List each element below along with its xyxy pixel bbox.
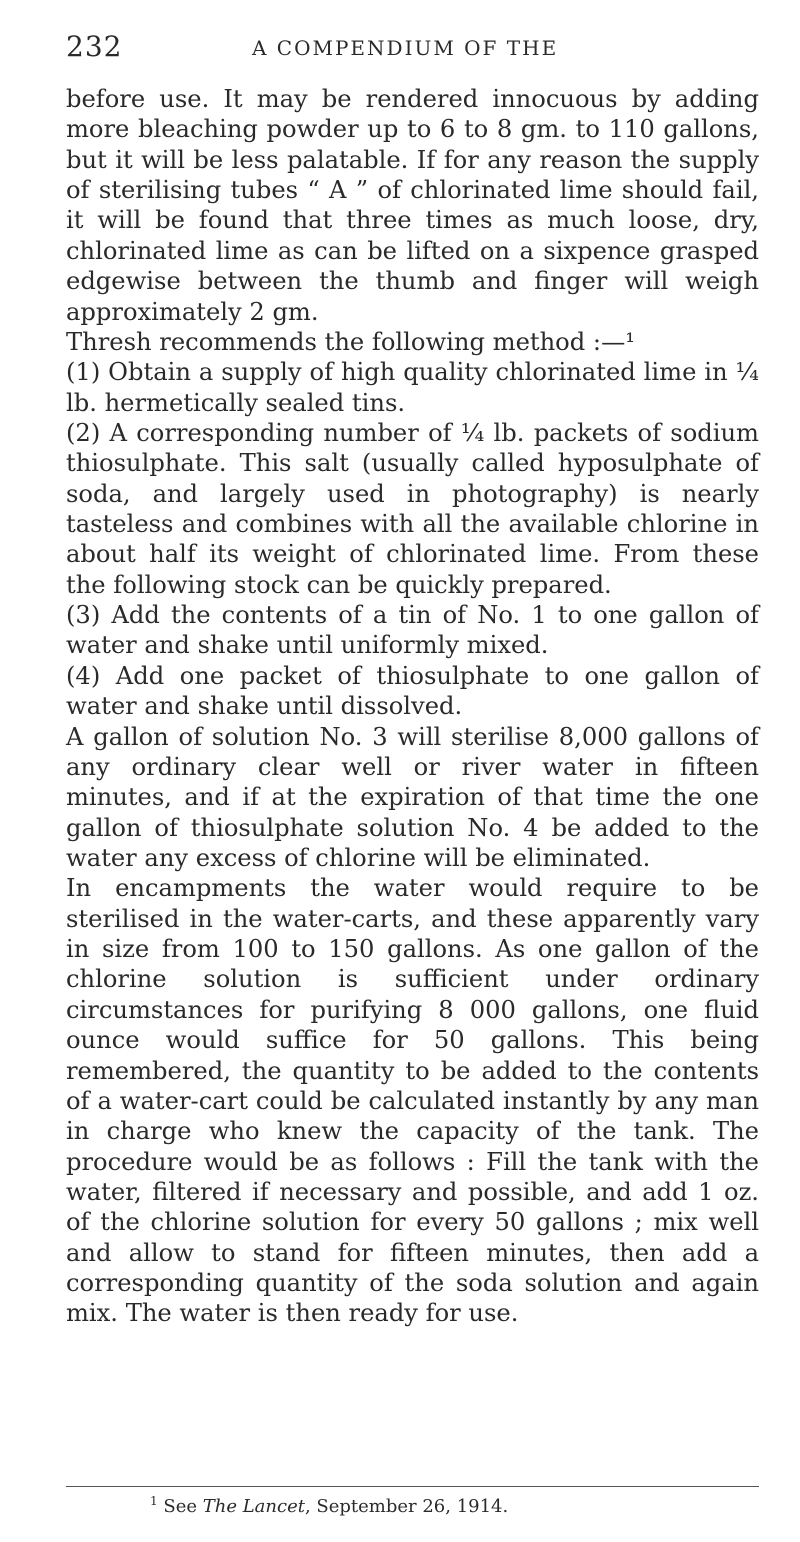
paragraph-continuation: before use. It may be rendered innocuous by adding more bleaching powder up to 6 to 8 gm. to 110 gallons, but it will be less palatable. If for any reason the supply of sterilising tubes “ A ” of chlorinated lime should fail, it will be found that three times as much loose, dry, chlorinated lime as can be lifted on a sixpence grasped edgewise between the thumb and finger will weigh approximately 2 gm. [66,85,759,326]
list-item-2: (2) A corresponding number of ¼ lb. packets of sodium thiosulphate. This salt (usually called hyposulphate of soda, and largely used in photography) is nearly tasteless and combines with all the available chlorine in about half its weight of chlorinated lime. From these the following stock can be quickly prepared. [66,418,759,599]
footnote-date: , September 26, 1914. [304,1496,509,1517]
paragraph-gallon-solution: A gallon of solution No. 3 will sterilise 8,000 gallons of any ordinary clear well or river water in fifteen minutes, and if at the expiration of that time the one gallon of thiosulphate solution No. 4 be added to the water any excess of chlorine will be eliminated. [66,722,759,872]
paragraph-method-intro: Thresh recommends the following method :—¹ [66,327,635,356]
paragraph-encampments: In encampments the water would require to be sterilised in the water-carts, and these apparently vary in size from 100 to 150 gallons. As one gallon of the chlorine solution is sufficient under ordinary circumstances for purifying 8 000 gallons, one fluid ounce would suffice for 50 gallons. This being remembered, the quantity to be added to the contents of a water-cart could be calculated instantly by any man in charge who knew the capacity of the tank. The procedure would be as follows : Fill the tank with the water, filtered if necessary and possible, and add 1 oz. of the chlorine solution for every 50 gallons ; mix well and allow to stand for fifteen minutes, then add a corresponding quantity of the soda solution and again mix. The water is then ready for use. [66,874,759,1328]
list-item-4: (4) Add one packet of thiosulphate to one gallon of water and shake until dissolved. [66,661,759,721]
page-number: 232 [66,30,123,63]
body-text [66,84,759,1329]
page-header [66,30,766,70]
footnote-prefix: See [163,1496,203,1517]
list-item-1: (1) Obtain a supply of high quality chlorinated lime in ¼ lb. hermetically sealed tins. [66,358,759,417]
list-item-3: (3) Add the contents of a tin of No. 1 to one gallon of water and shake until uniformly mixed. [66,601,759,660]
footnote-source: The Lancet [202,1496,305,1517]
footnote-divider [66,1486,759,1487]
running-head: A COMPENDIUM OF THE [252,36,559,60]
footnote [150,1494,508,1517]
footnote-marker: 1 [150,1494,158,1508]
